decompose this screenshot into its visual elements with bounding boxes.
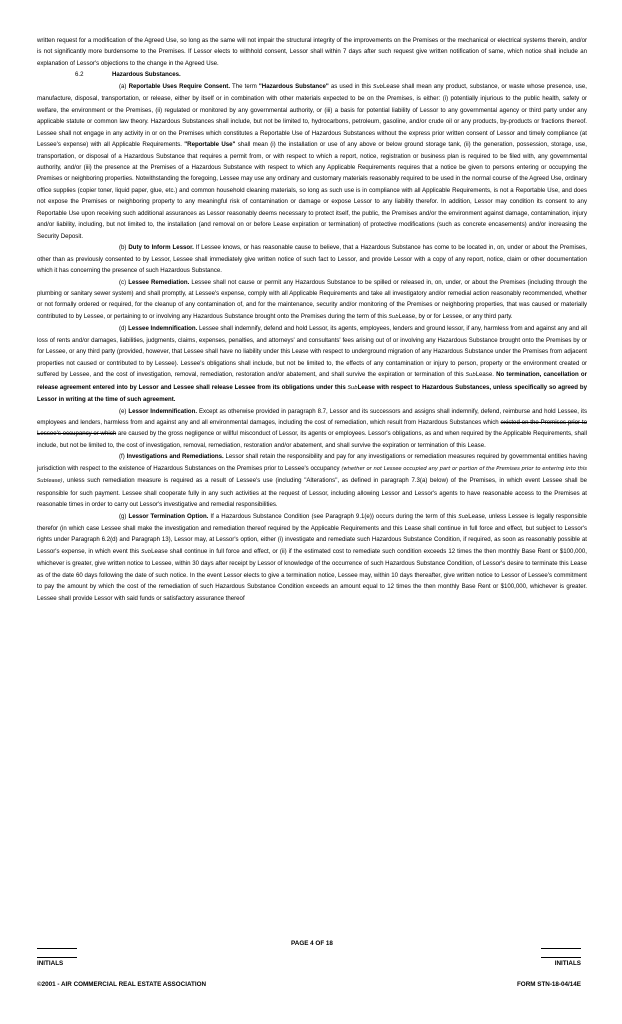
paragraph-label: (c) <box>119 278 127 286</box>
paragraph-text: If Lessee knows, or has reasonable cause to believe, that a Hazardous Substance has come to be located in, on, under or about the Premises, other than as previously consented to by Lessor, Lessee shall immediately give written notice of such fact to Lessor, and provide Lessor with a copy of any report, notice, claim or other documentation which it has concerning the presence of such Hazardous Substance. <box>37 244 587 275</box>
bold-clause: Lease with respect to Hazardous Substances, unless specifically so agreed by Lessor in writing at the time of such agreement. <box>37 383 588 404</box>
paragraph-label: (e) <box>119 407 127 415</box>
paragraph-f <box>37 451 587 510</box>
initials-label-left: INITIALS <box>37 960 64 967</box>
intro-paragraph <box>37 35 587 69</box>
paragraph-text: Lease. <box>475 371 497 379</box>
handwritten-insert: Sub <box>388 313 399 320</box>
section-number: 6.2 <box>75 71 84 79</box>
paragraph-text: shall mean (i) the installation or use of any above or below ground storage tank, (ii) the generation, possession, storage, use, transportation, or disposal of a Hazardous Substance that requires a permit from, or with respect to which a report, notice, registration or business plan is required to be filed with, any governmental authority, and/or (iii) the presence at the Premises of a Hazardous Substance with respect to which any Applicable Requirements requires that a notice be given to persons entering or occupying the Premises or neighboring properties. Notwithstanding the foregoing, Lessee may use any ordinary and customary materials reasonably required to be used in the normal course of the Agreed Use, ordinary office supplies (copier toner, liquid paper, glue, etc.) and common household cleaning materials, so long as such use is in compliance with all Applicable Requirements, is not a Reportable Use, and does not expose the Premises or neighboring property to any meaningful risk of contamination or damage or expose Lessor to any liability therefor. In addition, Lessor may condition its consent to any Reportable Use upon receiving such additional assurances as Lessor reasonably deems necessary to protect itself, the public, the Premises and/or the environment against damage, contamination, injury and/or liability, including, but not limited to, the installation (and removal on or before Lease expiration or termination) of protective modifications (such as concrete encasements) and/or increasing the Security Deposit. <box>37 141 587 240</box>
paragraph-heading: Reportable Uses Require Consent. <box>128 82 231 90</box>
paragraph-label: (a) <box>119 82 127 90</box>
defined-term: "Reportable Use" <box>184 141 236 149</box>
handwritten-insert: Sub <box>465 372 476 379</box>
paragraph-text: Except as otherwise provided in paragraph 8.7, Lessor and its successors and assigns shall indemnify, defend, reimburse and hold Lessee, its employees and lenders, harmless from and against any and all environmental damages, including the cost of remediation, which result from Hazardous Substances which <box>37 407 587 426</box>
paragraph-heading: Lessor Indemnification. <box>128 407 198 415</box>
bold-clause: No termination, cancellation or release agreement entered into by Lessor and Lessee shall release Lessee from its obligations under this <box>37 371 587 391</box>
handwritten-insert: Sub <box>347 384 358 391</box>
initials-line-left[interactable] <box>37 948 77 949</box>
paragraph-heading: Lessee Indemnification. <box>128 325 198 333</box>
paragraph-heading: Duty to Inform Lessor. <box>128 244 194 252</box>
paragraph-heading: Investigations and Remediations. <box>126 453 224 461</box>
initials-line-right-2 <box>541 957 581 958</box>
paragraph-text: are caused by the gross negligence or willful misconduct of Lessor, its agents or employees. Lessor's obligations, as and when required by the Applicable Requirements, shall include, but not be limited to, the cost of investigation, removal, remediation, restoration and/or abatement, and shall survive the expiration or termination of this Lease. <box>37 430 587 449</box>
paragraph-a <box>37 81 587 242</box>
initials-line-right[interactable] <box>541 948 581 949</box>
paragraph-label: (d) <box>119 325 127 333</box>
paragraph-label: (f) <box>119 453 125 461</box>
paragraph-text: as used in this <box>328 82 374 90</box>
copyright-text: ©2001 - AIR COMMERCIAL REAL ESTATE ASSOCIATION <box>37 981 207 988</box>
paragraph-text: Lease shall continue in full force and effect, or (ii) if the estimated cost to remediate such condition exceeds 12 times the then monthly Base Rent or $100,000, whichever is greater, give written notice to Lessee, within 30 days after receipt by Lessor of knowledge of the occurrence of such Hazardous Substance Condition, of Lessor's desire to terminate this Lease as of the date 60 days following the date of such notice. In the event Lessor elects to give a termination notice, Lessee may, within 10 days thereafter, give written notice to Lessor of Lessee's commitment to pay the amount by which the cost of the remediation of such Hazardous Substance Condition exceeds an amount equal to 12 times the then monthly Base Rent or $100,000, whichever is greater. Lessee shall provide Lessor with said funds or satisfactory assurance thereof <box>37 547 588 602</box>
handwritten-insert: Sub <box>458 513 469 520</box>
paragraph-e <box>37 406 587 452</box>
page-number: PAGE 4 OF 18 <box>291 940 333 947</box>
handwritten-insert: (whether or not Lessee occupied any part or portion of the Premises prior to entering into this Sublease) <box>37 465 587 485</box>
struck-text: existed on the Premises prior to Lessee's occupancy or which <box>37 418 587 438</box>
form-number: FORM STN-18-04/14E <box>516 981 581 988</box>
paragraph-heading: Lessor Termination Option. <box>128 512 209 520</box>
paragraph-d <box>37 323 587 405</box>
section-heading <box>75 69 587 80</box>
section-title: Hazardous Substances. <box>112 71 181 79</box>
paragraph-text: Lessor shall retain the responsibility and pay for any investigations or remediation measures required by governmental entities having jurisdiction with respect to the existence of Hazardous Substances on the Premises prior to Lessee's occupancy <box>37 453 587 472</box>
paragraph-text: Lease shall mean any product, substance, or waste whose presence, use, manufacture, disposal, transportation, or release, either by itself or in combination with other materials expected to be on the Premises, is either: (i) potentially injurious to the public health, safety or welfare, the environment or the Premises, (ii) regulated or monitored by any governmental authority, or (iii) a basis for potential liability of Lessor to any governmental agency or third party under any applicable statute or common law theory. Hazardous Substances shall include, but not be limited to, hydrocarbons, petroleum, gasoline, and/or crude oil or any products, by-products or fractions thereof. Lessee shall not engage in any activity in or on the Premises which constitutes a Reportable Use of Hazardous Substances without the express prior written consent of Lessor and timely compliance (at Lessee's expense) with all Applicable Requirements. <box>37 82 587 149</box>
handwritten-insert: Sub <box>373 83 384 90</box>
paragraph-text: Lessee shall indemnify, defend and hold Lessor, its agents, employees, lenders and ground lessor, if any, harmless from and against any and all loss of rents and/or damages, liabilities, judgments, claims, expenses, penalties, and attorneys' and consultants' fees arising out of or involving any Hazardous Substance brought onto the Premises by or for Lessee, or any third party (provided, however, that Lessee shall have no liability under this Lease with respect to underground migration of any Hazardous Substance under the Premises from adjacent properties not caused or contributed to by Lessee). Lessee's obligations shall include, but not be limited to, the effects of any contamination or injury to person, property or the environment created or suffered by Lessee, and the cost of investigation, removal, remediation, restoration and/or abatement, and shall survive the expiration or termination of this <box>37 325 587 379</box>
paragraph-c <box>37 277 587 324</box>
paragraph-text: The term <box>230 82 259 90</box>
initials-line-left-2 <box>37 957 77 958</box>
paragraph-text: , unless such remediation measure is required as a result of Lessee's use (including "Alterations", as defined in paragraph 7.3(a) below) of the Premises, in which event Lessee shall be responsible for such payment. Lessee shall cooperate fully in any such activities at the request of Lessor, including allowing Lessor and Lessor's agents to have reasonable access to the Premises at reasonable times in order to carry out Lessor's investigative and remedial responsibilities. <box>37 477 587 509</box>
paragraph-text: If a Hazardous Substance Condition (see Paragraph 9.1(e)) occurs during the term of this <box>208 512 459 520</box>
paragraph-b <box>37 242 587 276</box>
paragraph-label: (g) <box>119 512 127 520</box>
document-body <box>37 35 587 604</box>
intro-text: written request for a modification of the Agreed Use, so long as the same will not impair the structural integrity of the improvements on the Premises or the mechanical or electrical systems therein, and/or is not significantly more burdensome to the Premises. If Lessor elects to withhold consent, Lessor shall within 7 days after such request give written notification of same, which notice shall include an explanation of Lessor's objections to the change in the Agreed Use. <box>37 37 587 67</box>
paragraph-heading: Lessee Remediation. <box>128 278 190 286</box>
defined-term: "Hazardous Substance" <box>258 82 329 90</box>
paragraph-text: Lease, unless Lessee is legally responsible therefor (in which case Lessee shall make the investigation and remediation thereof required by the Applicable Requirements and this Lease shall continue in full force and effect, but subject to Lessor's rights under Paragraph 6.2(d) and Paragraph 13), Lessor may, at Lessor's option, either (i) investigate and remediate such Hazardous Substance Condition, if required, as soon as reasonably possible at Lessor's expense, in which event this <box>37 512 587 555</box>
paragraph-g <box>37 511 587 605</box>
paragraph-text: Lease, by or for Lessee, or any third party. <box>398 312 513 320</box>
paragraph-label: (b) <box>119 244 127 252</box>
initials-label-right: INITIALS <box>554 960 581 967</box>
paragraph-text: Lessee shall not cause or permit any Hazardous Substance to be spilled or released in, on, under, or about the Premises (including through the plumbing or sanitary sewer system) and shall promptly, at Lessee's expense, comply with all Applicable Requirements and take all investigatory and/or remedial action reasonably recommended, whether or not formally ordered or required, for the cleanup of any contamination of, and for the maintenance, security and/or monitoring of the Premises or neighboring properties, that was caused or materially contributed to by Lessee, or pertaining to or involving any Hazardous Substance brought onto the Premises during the term of this <box>37 278 587 320</box>
handwritten-insert: Sub <box>141 548 152 555</box>
